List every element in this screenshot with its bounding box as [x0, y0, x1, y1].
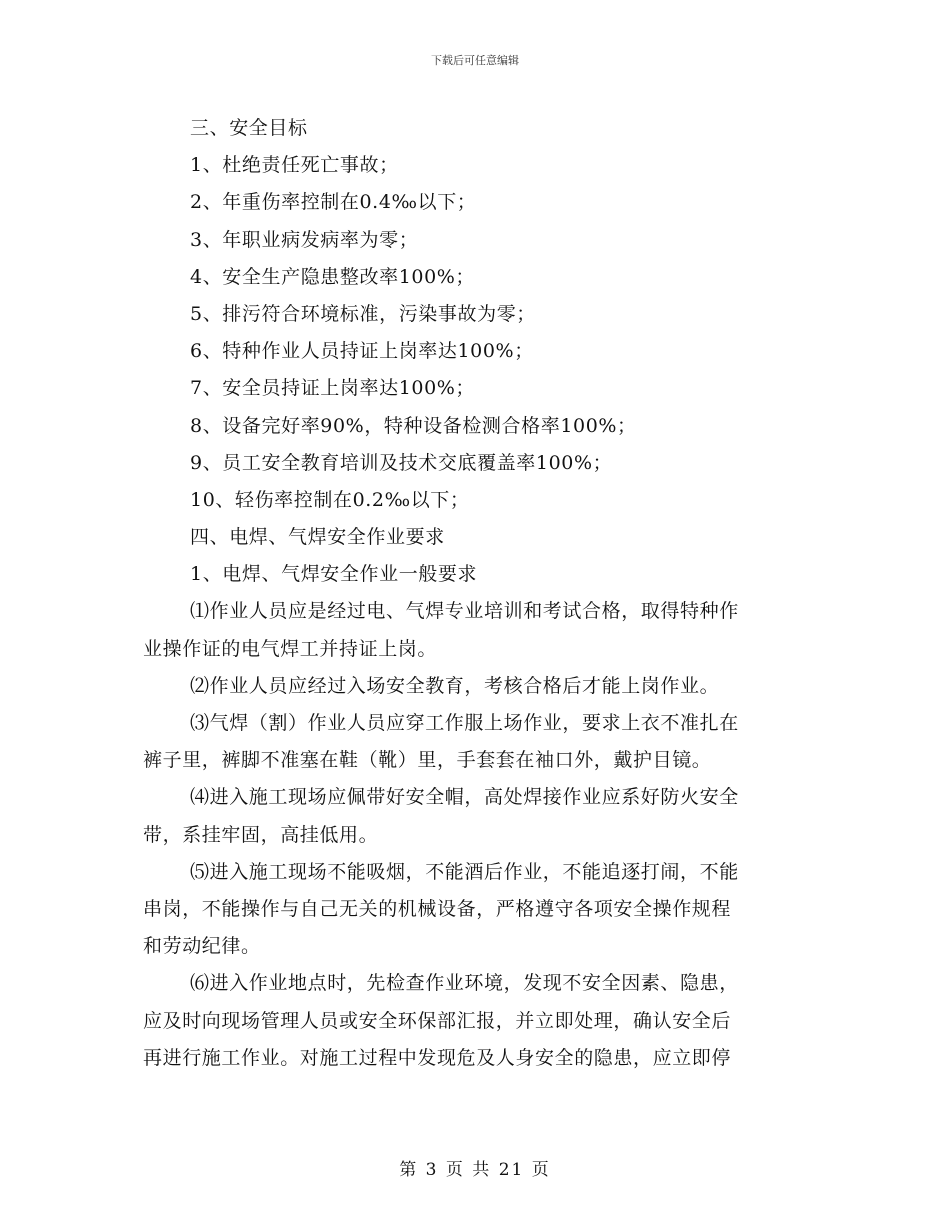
page-header: 下载后可任意编辑 [431, 54, 519, 67]
paragraph-line: 再进行施工作业。对施工过程中发现危及人身安全的隐患，应立即停 [143, 1046, 732, 1069]
paragraph-line: 7、安全员持证上岗率达100%； [190, 377, 476, 400]
paragraph-line: 和劳动纪律。 [143, 935, 261, 958]
paragraph-line: ⑵作业人员应经过入场安全教育，考核合格后才能上岗作业。 [190, 674, 720, 697]
paragraph-line: 1、杜绝责任死亡事故； [190, 154, 399, 177]
paragraph-line: 应及时向现场管理人员或安全环保部汇报，并立即处理，确认安全后 [143, 1009, 732, 1032]
document-body [143, 110, 807, 1077]
paragraph-line: 四、电焊、气焊安全作业要求 [190, 526, 445, 549]
paragraph-line: ⑸进入施工现场不能吸烟，不能酒后作业，不能追逐打闹，不能 [190, 860, 739, 883]
page-footer: 第 3 页 共 21 页 [399, 1160, 551, 1180]
paragraph-line: ⑹进入作业地点时，先检查作业环境，发现不安全因素、隐患， [190, 972, 739, 995]
paragraph-line: 4、安全生产隐患整改率100%； [190, 265, 476, 288]
paragraph-line: ⑶气焊（割）作业人员应穿工作服上场作业，要求上衣不准扎在 [190, 712, 739, 734]
paragraph-line: 三、安全目标 [190, 117, 308, 139]
paragraph-line: 9、员工安全教育培训及技术交底覆盖率100%； [190, 451, 613, 474]
paragraph-line: 5、排污符合环境标准，污染事故为零； [190, 302, 536, 325]
paragraph-line: 串岗，不能操作与自己无关的机械设备，严格遵守各项安全操作规程 [143, 897, 732, 920]
paragraph-line: 3、年职业病发病率为零； [190, 228, 419, 251]
paragraph-line: 裤子里，裤脚不准塞在鞋（靴）里，手套套在袖口外，戴护目镜。 [143, 749, 712, 772]
paragraph-line: 1、电焊、气焊安全作业一般要求 [190, 563, 478, 586]
paragraph-line: ⑷进入施工现场应佩带好安全帽，高处焊接作业应系好防火安全 [190, 786, 739, 809]
paragraph-line: 带，系挂牢固，高挂低用。 [143, 823, 379, 846]
paragraph-line: 8、设备完好率90%，特种设备检测合格率100%； [190, 414, 637, 437]
paragraph-line: ⑴作业人员应是经过电、气焊专业培训和考试合格，取得特种作 [190, 600, 739, 623]
paragraph-line: 2、年重伤率控制在0.4‰以下； [190, 191, 477, 214]
paragraph-line: 业操作证的电气焊工并持证上岗。 [143, 637, 438, 660]
paragraph-line: 10、轻伤率控制在0.2‰以下； [190, 488, 470, 511]
paragraph-line: 6、特种作业人员持证上岗率达100%； [190, 340, 534, 363]
